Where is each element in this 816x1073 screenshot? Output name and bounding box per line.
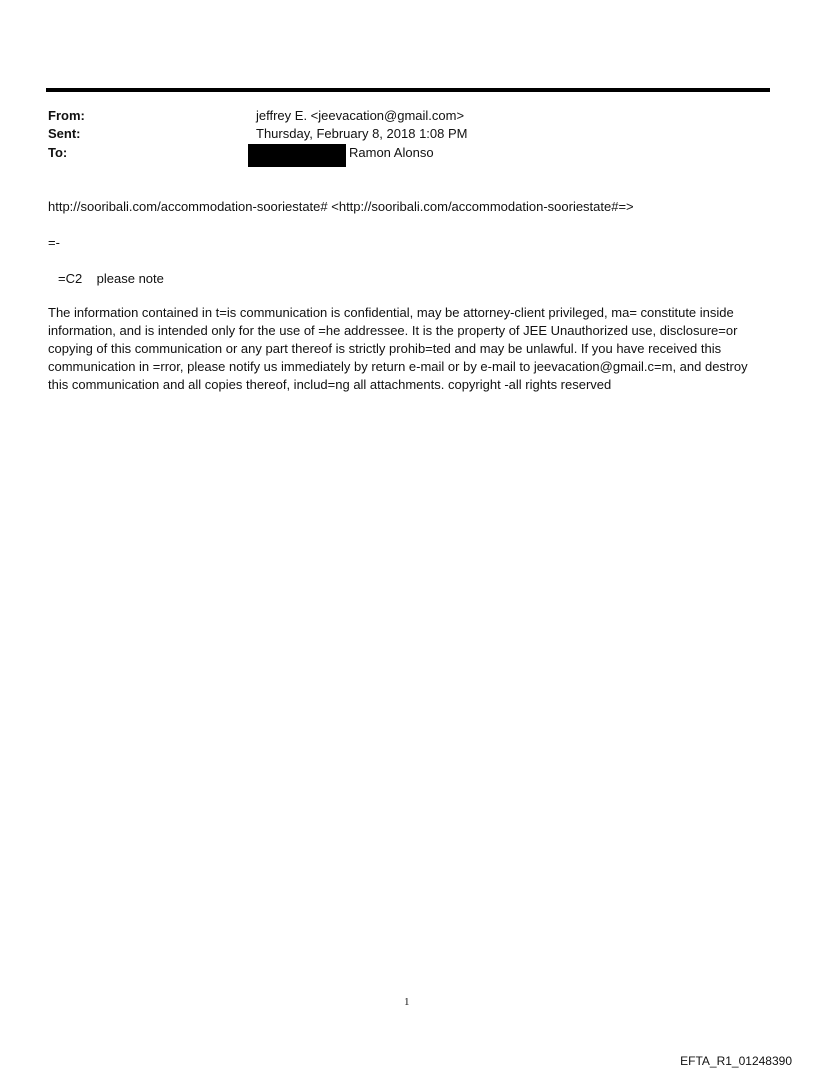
header-rule (46, 88, 770, 92)
disclaimer-paragraph: The information contained in t=is communication is confidential, may be attorney-client privileged, ma= constitute inside information, and is intended only for the use of =he addressee. It is the property of JEE Unauthorized use, disclosure=or copying of this communication or any part thereof is strictly prohib=ted and may be unlawful. If you have received this communication in =rror, please notify us immediately by return e-mail or by e-mail to jeevacation@gmail.c=m, and destroy this communication and all copies thereof, includ=ng all attachments. copyright -all rights reserved (48, 305, 748, 392)
from-label: From: (48, 108, 85, 123)
sent-label: Sent: (48, 126, 81, 141)
to-label: To: (48, 145, 68, 160)
body-line-2: =- (48, 235, 60, 250)
body-line-3: =C2 please note (58, 271, 164, 286)
redaction-box (248, 144, 346, 167)
to-value: Ramon Alonso (349, 145, 434, 160)
page-number: 1 (404, 996, 410, 1008)
bates-number: EFTA_R1_01248390 (680, 1054, 792, 1068)
sent-value: Thursday, February 8, 2018 1:08 PM (256, 126, 468, 141)
link-line: http://sooribali.com/accommodation-sooriestate# <http://sooribali.com/accommodation-sooriestate#=> (48, 199, 634, 214)
from-value: jeffrey E. <jeevacation@gmail.com> (256, 108, 465, 123)
